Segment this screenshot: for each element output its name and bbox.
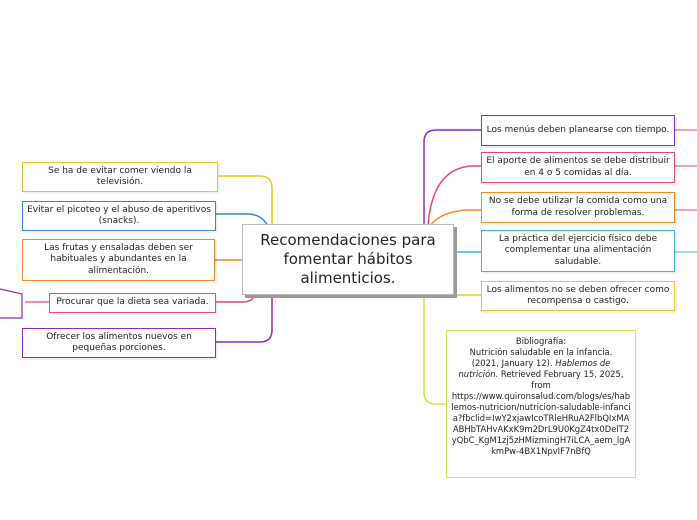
central-topic-label: Recomendaciones para fomentar hábitos alimenticios. xyxy=(260,231,436,287)
bibliography-heading: Bibliografía: xyxy=(515,336,567,346)
topic-small-portions[interactable] xyxy=(22,328,216,358)
topic-avoid-snacks-label: Evitar el picoteo y el abuso de aperitivos (snacks). xyxy=(27,204,211,226)
topic-avoid-tv-label: Se ha de evitar comer viendo la televisión. xyxy=(48,165,192,187)
connector-r2 xyxy=(428,166,481,226)
topic-exercise[interactable] xyxy=(481,230,675,272)
bibliography-citation xyxy=(451,358,631,391)
topic-no-reward-label: Los alimentos no se deben ofrecer como recompensa o castigo. xyxy=(486,284,670,306)
topic-fruits-salads[interactable] xyxy=(22,239,215,281)
topic-plan-menus[interactable] xyxy=(481,115,675,146)
topic-food-not-solution[interactable] xyxy=(481,192,675,223)
connector-bib xyxy=(424,295,446,404)
connector-l-offpage xyxy=(0,289,22,318)
topic-food-not-solution-label: No se debe utilizar la comida como una forma de resolver problemas. xyxy=(488,196,668,218)
topic-exercise-label: La práctica del ejercicio físico debe complementar una alimentación saludable. xyxy=(498,233,658,267)
bibliography-title: Nutrición saludable en la infancia. xyxy=(469,347,613,357)
topic-small-portions-label: Ofrecer los alimentos nuevos en pequeñas porciones. xyxy=(46,331,192,353)
topic-no-reward[interactable] xyxy=(481,281,675,311)
bibliography-url[interactable]: https://www.quironsalud.com/blogs/es/hablemos-nutricion/nutricion-saludable-infancia?fbclid=IwY2xjawIcoTRleHRuA2FlbQIxMAABHbTAHvAKxK9m2DrL9U0KgZ4tx0DelT2yQbC_KgM1zj5zHMizmingH7iLCA_aem_lgAkmPw-4BX1NpvIF7nBfQ xyxy=(451,391,631,456)
bibliography-source: Hablemos de nutrición xyxy=(458,358,611,379)
topic-meal-distribution[interactable] xyxy=(481,152,675,183)
central-topic[interactable] xyxy=(242,224,454,295)
topic-avoid-snacks[interactable] xyxy=(22,201,216,231)
bibliography-retrieved: . Retrieved February 15, 2025, from xyxy=(495,369,624,390)
topic-plan-menus-label: Los menús deben planearse con tiempo. xyxy=(486,124,670,135)
connector-l1 xyxy=(218,176,272,226)
connector-l4 xyxy=(216,294,254,302)
bibliography-date: (2021, January 12). xyxy=(471,358,556,368)
topic-fruits-salads-label: Las frutas y ensaladas deben ser habituales y abundantes en la alimentación. xyxy=(44,242,193,276)
topic-varied-diet[interactable] xyxy=(49,293,216,313)
topic-varied-diet-label: Procurar que la dieta sea variada. xyxy=(56,297,209,308)
topic-meal-distribution-label: El aporte de alimentos se debe distribuir en 4 o 5 comidas al día. xyxy=(486,156,670,178)
bibliography-node[interactable] xyxy=(446,330,636,478)
topic-avoid-tv[interactable] xyxy=(22,162,218,192)
